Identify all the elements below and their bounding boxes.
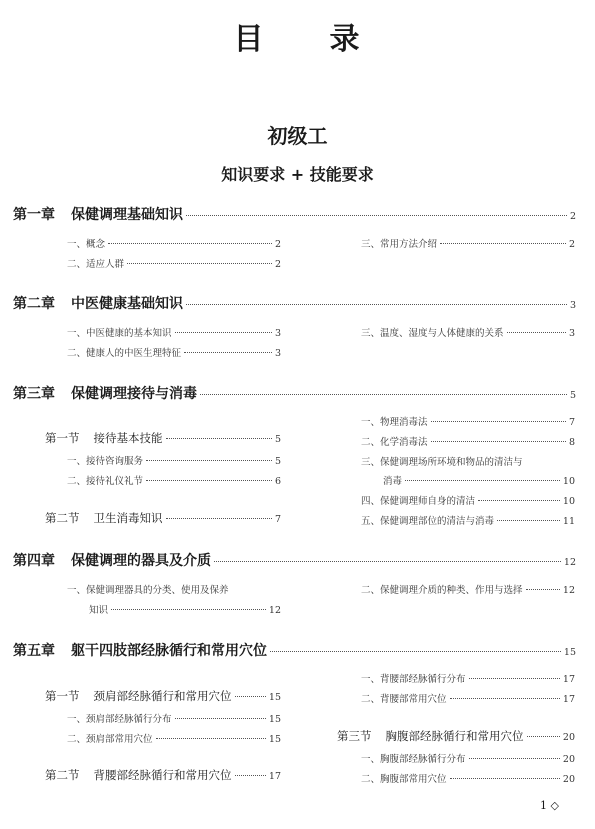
dot-leader — [108, 243, 272, 244]
dot-leader — [469, 678, 560, 679]
item-title: 一、中医健康的基本知识 — [67, 328, 172, 339]
dot-leader — [146, 460, 272, 461]
item-page: 10 — [562, 496, 575, 507]
item-page: 6 — [274, 476, 281, 487]
dot-leader — [431, 441, 566, 442]
item-page: 3 — [568, 328, 575, 339]
item-title: 一、胸腹部经脉循行分布 — [361, 754, 466, 765]
chapter-number: 第三章 — [13, 386, 55, 402]
toc-section[interactable] — [45, 510, 281, 526]
item-title: 五、保健调理部位的清洁与消毒 — [361, 516, 495, 527]
toc-item[interactable] — [67, 256, 281, 270]
dot-leader — [166, 438, 272, 439]
item-title: 一、背腰部经脉循行分布 — [361, 674, 466, 685]
level-heading: 初级工 — [267, 124, 328, 148]
item-page: 12 — [562, 585, 575, 596]
item-title: 一、接待咨询服务 — [67, 456, 144, 467]
chapter-page: 5 — [569, 390, 576, 401]
dot-leader — [450, 778, 560, 779]
chapter-number: 第四章 — [13, 553, 55, 569]
section-number: 第二节 — [45, 768, 80, 782]
item-page: 10 — [562, 476, 575, 487]
toc-section[interactable] — [337, 728, 575, 744]
item-title: 三、保健调理场所环境和物品的清洁与 — [361, 457, 523, 468]
item-page: 17 — [562, 694, 575, 705]
chapter-page: 3 — [569, 300, 576, 311]
toc-item[interactable] — [361, 513, 575, 527]
item-page: 2 — [568, 239, 575, 250]
chapter-title: 中医健康基础知识 — [71, 296, 183, 312]
toc-item[interactable] — [67, 711, 281, 725]
toc-item[interactable] — [67, 325, 281, 339]
title-char-1: 目 — [233, 22, 266, 57]
dot-leader — [200, 394, 567, 395]
item-title: 一、颈肩部经脉循行分布 — [67, 714, 172, 725]
item-page: 2 — [274, 259, 281, 270]
item-title: 四、保健调理师自身的清洁 — [361, 496, 476, 507]
toc-item[interactable] — [361, 691, 575, 705]
page-number: 1 — [540, 799, 547, 812]
dot-leader — [175, 718, 266, 719]
chapter-number: 第一章 — [13, 207, 55, 223]
dot-leader — [497, 520, 560, 521]
dot-leader — [186, 215, 567, 216]
item-title: 二、适应人群 — [67, 259, 125, 270]
chapter-title: 保健调理基础知识 — [71, 207, 183, 223]
dot-leader — [431, 421, 566, 422]
toc-chapter-5[interactable] — [13, 640, 576, 660]
section-page: 20 — [562, 732, 575, 743]
chapter-title: 保健调理接待与消毒 — [71, 386, 197, 402]
dot-leader — [270, 651, 561, 652]
toc-chapter-3[interactable] — [13, 383, 576, 403]
toc-section[interactable] — [45, 430, 281, 446]
section-title: 接待基本技能 — [93, 431, 163, 445]
dot-leader — [186, 304, 567, 305]
toc-item[interactable] — [67, 236, 281, 250]
dot-leader — [235, 775, 266, 776]
chapter-page: 12 — [563, 557, 576, 568]
item-title: 知识 — [89, 605, 109, 616]
chapter-number: 第五章 — [13, 643, 55, 659]
dot-leader — [478, 500, 560, 501]
section-title: 背腰部经脉循行和常用穴位 — [93, 768, 232, 782]
section-title: 颈肩部经脉循行和常用穴位 — [93, 689, 232, 703]
item-title: 二、健康人的中医生理特征 — [67, 348, 182, 359]
item-page: 3 — [274, 328, 281, 339]
toc-item[interactable] — [67, 731, 281, 745]
dot-leader — [156, 738, 266, 739]
section-title: 卫生消毒知识 — [93, 511, 163, 525]
item-page: 15 — [268, 734, 281, 745]
toc-item[interactable] — [67, 582, 281, 596]
toc-item[interactable] — [67, 345, 281, 359]
item-title: 三、温度、湿度与人体健康的关系 — [361, 328, 504, 339]
item-title: 二、化学消毒法 — [361, 437, 428, 448]
section-page: 17 — [268, 771, 281, 782]
item-title: 一、保健调理器具的分类、使用及保养 — [67, 585, 229, 596]
toc-item-continued[interactable] — [383, 473, 575, 487]
dot-leader — [405, 480, 560, 481]
section-page: 5 — [274, 434, 281, 445]
item-title: 二、接待礼仪礼节 — [67, 476, 144, 487]
dot-leader — [175, 332, 272, 333]
toc-section[interactable] — [45, 767, 281, 783]
toc-item[interactable] — [67, 473, 281, 487]
item-title: 一、物理消毒法 — [361, 417, 428, 428]
toc-item[interactable] — [361, 751, 575, 765]
toc-item[interactable] — [361, 493, 575, 507]
dot-leader — [127, 263, 272, 264]
item-page: 3 — [274, 348, 281, 359]
dot-leader — [527, 736, 560, 737]
toc-item[interactable] — [361, 325, 575, 339]
dot-leader — [214, 561, 561, 562]
item-title: 二、背腰部常用穴位 — [361, 694, 447, 705]
chapter-title: 躯干四肢部经脉循行和常用穴位 — [71, 643, 267, 659]
toc-item[interactable] — [361, 582, 575, 596]
dot-leader — [450, 698, 560, 699]
toc-item[interactable] — [67, 453, 281, 467]
dot-leader — [111, 609, 266, 610]
item-page: 8 — [568, 437, 575, 448]
item-title: 二、胸腹部常用穴位 — [361, 774, 447, 785]
diamond-icon: ◇ — [550, 799, 559, 812]
title-char-2: 录 — [329, 22, 362, 57]
toc-chapter-2[interactable] — [13, 293, 576, 313]
dot-leader — [184, 352, 272, 353]
item-page: 12 — [268, 605, 281, 616]
dot-leader — [440, 243, 566, 244]
toc-item[interactable] — [361, 454, 575, 468]
toc-item[interactable] — [361, 236, 575, 250]
dot-leader — [469, 758, 560, 759]
section-number: 第三节 — [337, 729, 372, 743]
item-page: 5 — [274, 456, 281, 467]
item-page: 17 — [562, 674, 575, 685]
chapter-title: 保健调理的器具及介质 — [71, 553, 211, 569]
toc-chapter-4[interactable] — [13, 550, 576, 570]
dot-leader — [146, 480, 272, 481]
toc-item[interactable] — [361, 414, 575, 428]
toc-item[interactable] — [361, 771, 575, 785]
item-page: 20 — [562, 754, 575, 765]
item-title: 三、常用方法介绍 — [361, 239, 438, 250]
toc-chapter-1[interactable] — [13, 204, 576, 224]
toc-section[interactable] — [45, 688, 281, 704]
section-number: 第一节 — [45, 689, 80, 703]
dot-leader — [507, 332, 566, 333]
page-title — [0, 14, 595, 58]
toc-item-continued[interactable] — [89, 602, 281, 616]
item-page: 2 — [274, 239, 281, 250]
toc-item[interactable] — [361, 434, 575, 448]
section-page: 15 — [268, 692, 281, 703]
chapter-page: 2 — [569, 211, 576, 222]
item-title: 二、颈肩部常用穴位 — [67, 734, 153, 745]
chapter-page: 15 — [563, 647, 576, 658]
item-page: 11 — [562, 516, 575, 527]
dot-leader — [526, 589, 560, 590]
chapter-number: 第二章 — [13, 296, 55, 312]
requirement-heading: 知识要求 + 技能要求 — [221, 165, 374, 184]
section-number: 第二节 — [45, 511, 80, 525]
dot-leader — [235, 696, 266, 697]
section-page: 7 — [274, 514, 281, 525]
toc-item[interactable] — [361, 671, 575, 685]
page-footer — [540, 799, 559, 812]
item-title: 二、保健调理介质的种类、作用与选择 — [361, 585, 523, 596]
item-page: 7 — [568, 417, 575, 428]
section-title: 胸腹部经脉循行和常用穴位 — [385, 729, 524, 743]
item-title: 消毒 — [383, 476, 403, 487]
item-title: 一、概念 — [67, 239, 106, 250]
item-page: 15 — [268, 714, 281, 725]
section-number: 第一节 — [45, 431, 80, 445]
item-page: 20 — [562, 774, 575, 785]
dot-leader — [166, 518, 272, 519]
